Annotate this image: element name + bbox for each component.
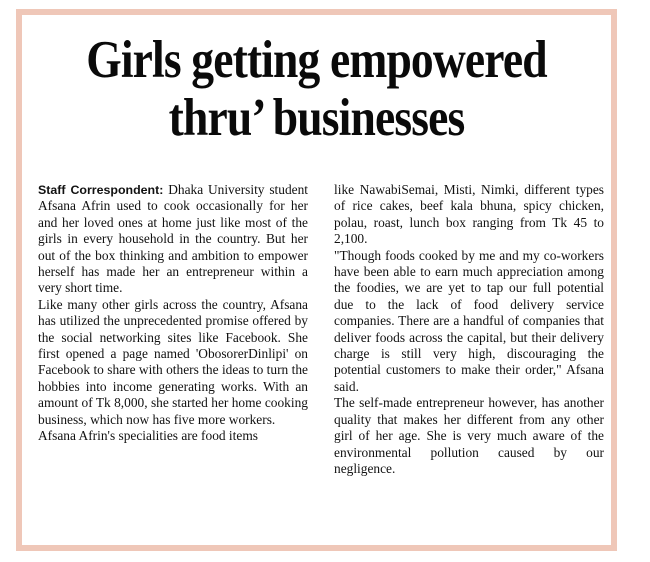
paragraph-5: "Though foods cooked by me and my co-workers have been able to earn much appreciation among the foodies, we are yet to tap our full potential due to the lack of food delivery service companies. There are a handful of companies that deliver foods across the capital, but their delivery charge is still very high, discouraging the potential customers to make their order," Afsana said. [334,247,604,394]
paragraph-1-text: Dhaka University student Afsana Afrin used to cook occasionally for her and her loved ones at home just like most of the girls in every household in the country. But her out of the box thinking and ambition to empower herself has made her an entrepreneur within a very short time. [38,182,308,296]
paragraph-2: Like many other girls across the country, Afsana has utilized the unprecedented promise offered by the social networking sites like Facebook. She first opened a page named 'ObosorerDinlipi' on Facebook to share with others the ideas to turn the hobbies into income generating works. With an amount of Tk 8,000, she started her home cooking business, which now has five more workers. [38,296,308,427]
headline [63,31,570,147]
paragraph-3: Afsana Afrin's specialities are food items [38,428,258,444]
headline-line-2: thru’ businesses [168,89,465,147]
newspaper-clipping [16,9,617,551]
article-body [38,182,604,477]
headline-line-1: Girls getting empowered [86,31,547,89]
byline: Staff Correspondent: [38,183,164,197]
paragraph-1 [38,182,308,297]
paragraph-6: The self-made entrepreneur however, has another quality that makes her different from any other girl of her age. She is very much aware of the environmental pollution caused by our negligence. [334,395,604,476]
right-column [334,182,604,477]
paragraph-4: like NawabiSemai, Misti, Nimki, different types of rice cakes, beef kala bhuna, spicy chicken, polau, roast, lunch box ranging from Tk 45 to 2,100. [334,182,604,247]
left-column [38,182,308,477]
